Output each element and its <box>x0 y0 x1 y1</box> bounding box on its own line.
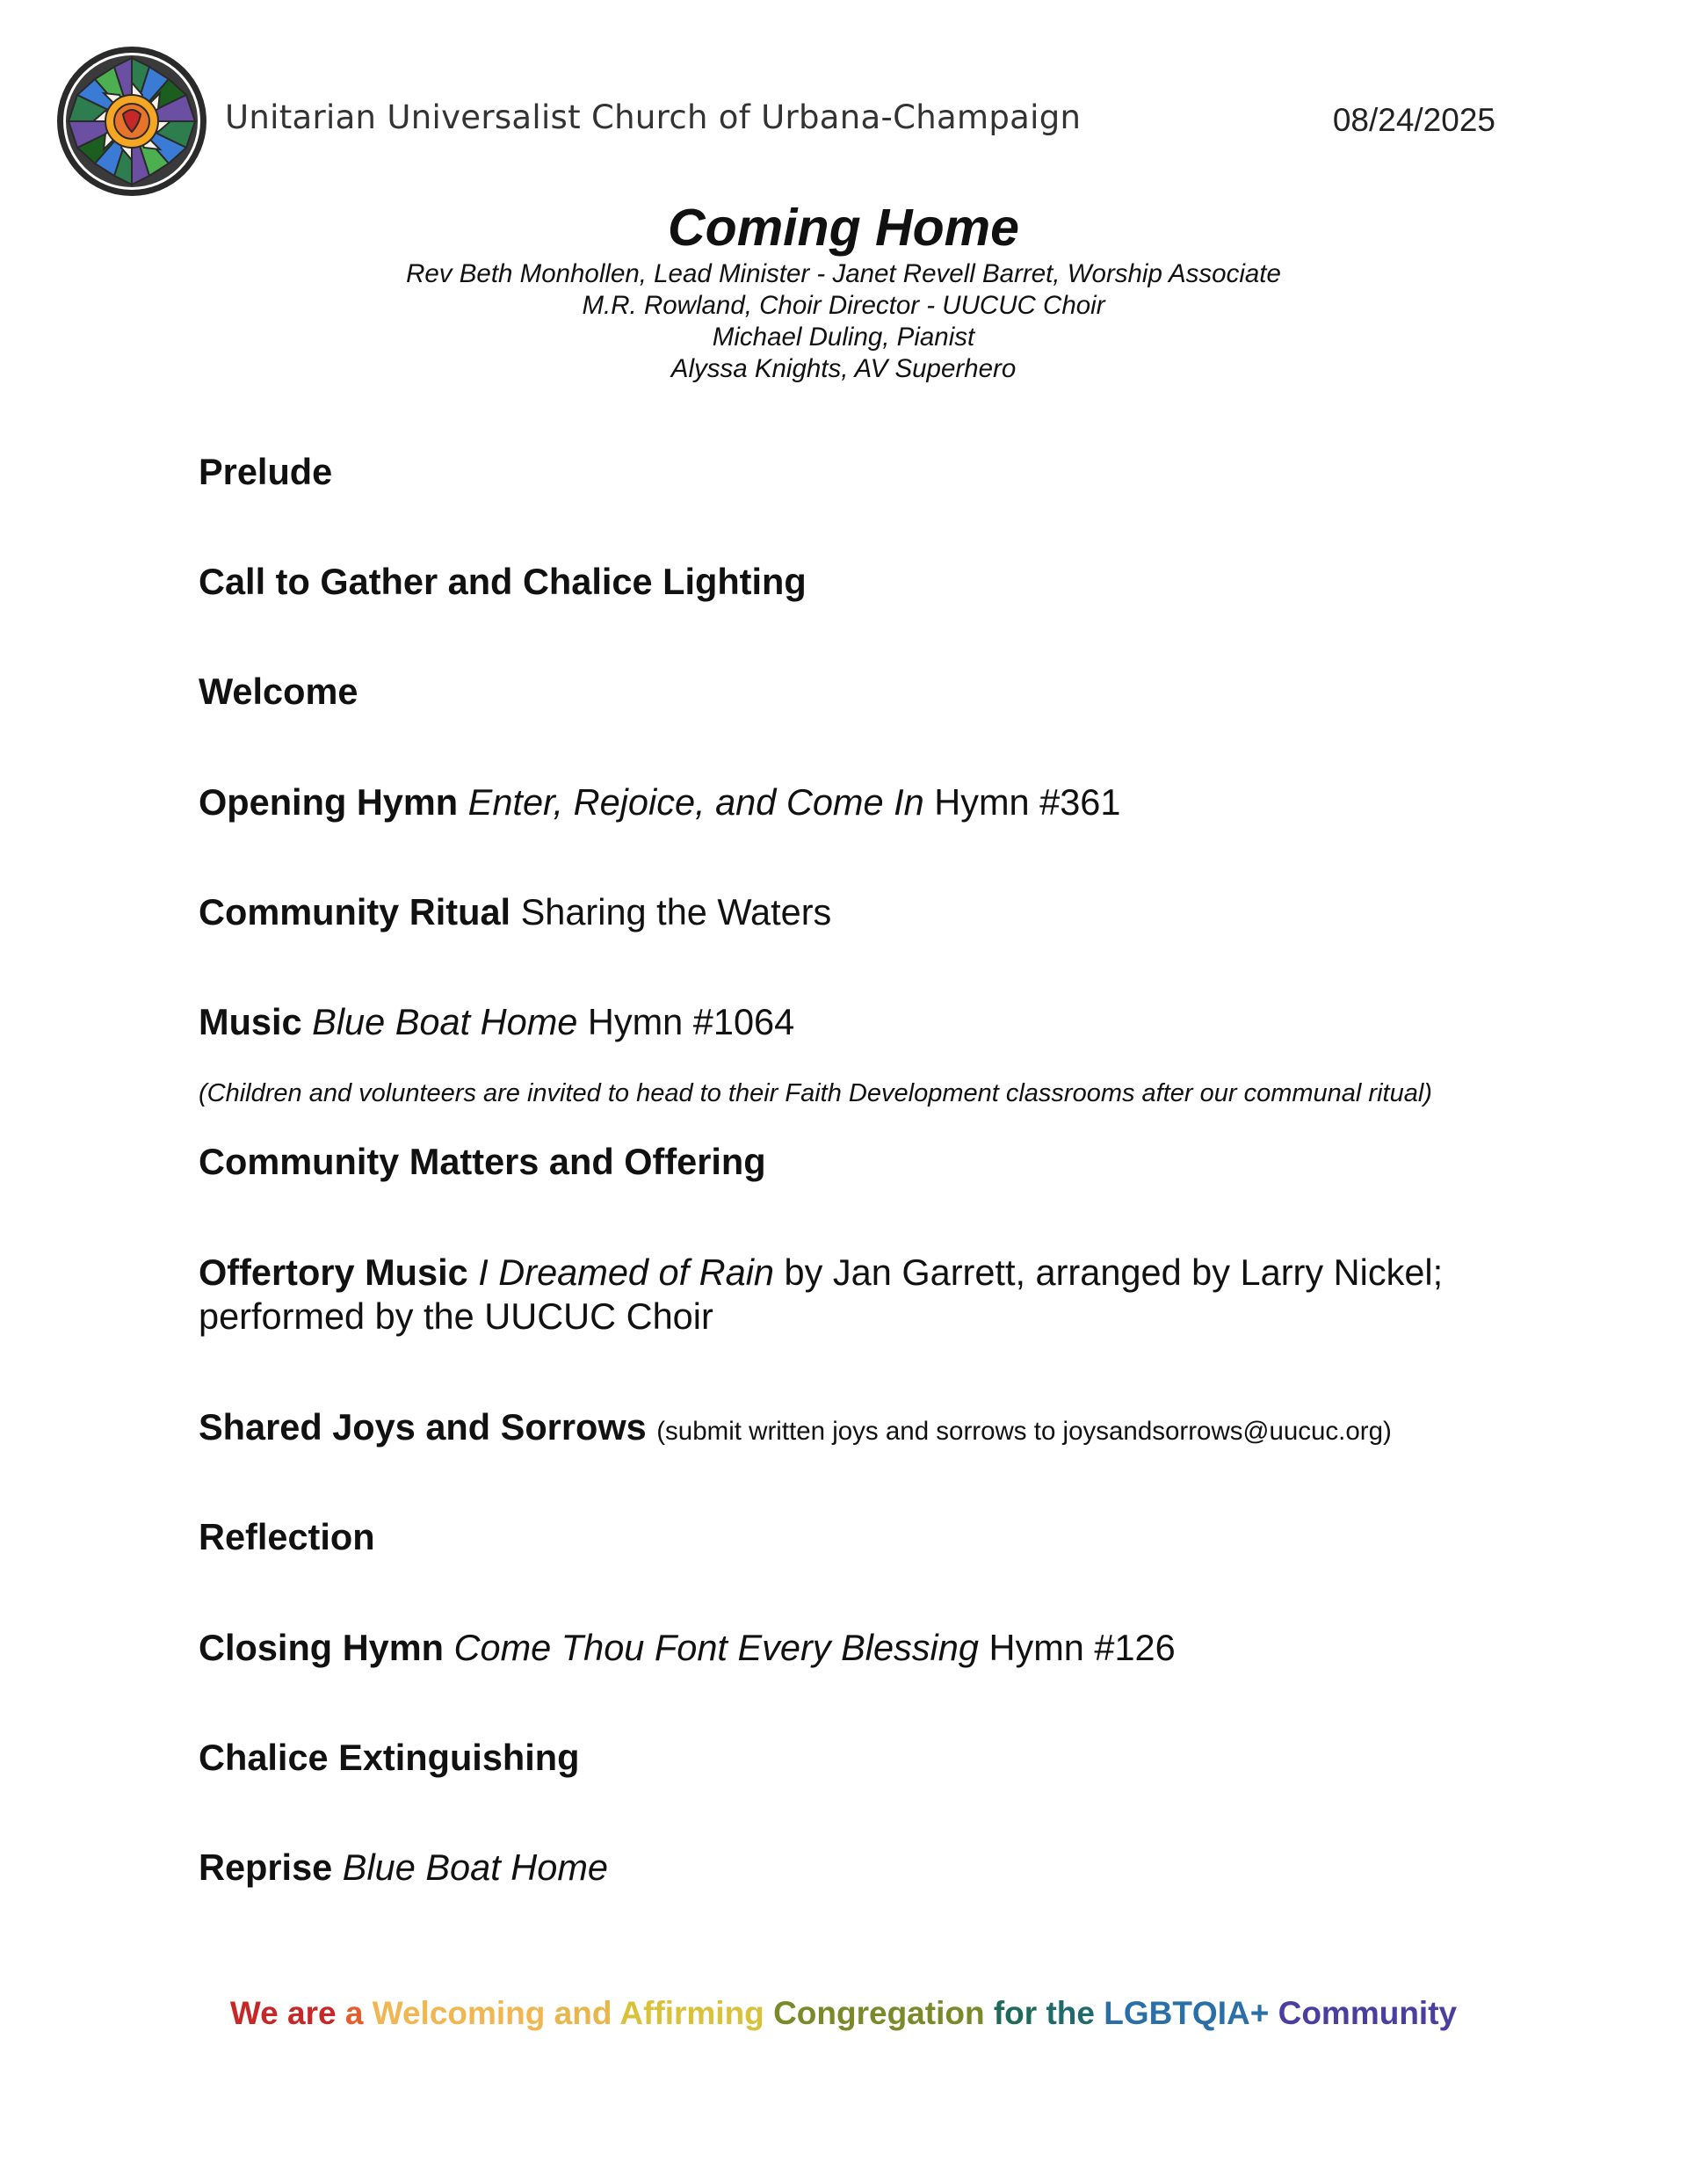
children-note: (Children and volunteers are invited to head to their Faith Development classrooms after our communal ritual) <box>199 1079 1432 1107</box>
tagline-word: Welcoming <box>372 1995 546 2031</box>
welcoming-congregation-tagline <box>0 1995 1687 2032</box>
church-name: Unitarian Universalist Church of Urbana-Champaign <box>225 98 1082 136</box>
program-item-call-to-gather <box>199 560 1499 604</box>
tagline-word: LGBTQIA+ <box>1104 1995 1270 2031</box>
program-item-chalice-extinguishing <box>199 1736 1499 1780</box>
item-label: Offertory Music <box>199 1252 468 1293</box>
tagline-word: are <box>287 1995 337 2031</box>
item-label: Chalice Extinguishing <box>199 1737 580 1778</box>
item-detail: by Jan Garrett, arranged by Larry Nickel; performed by the UUCUC Choir <box>199 1252 1444 1337</box>
program-item-opening-hymn <box>199 780 1499 824</box>
program-item-music <box>199 1000 1499 1044</box>
hymn-title: Come Thou Font Every Blessing <box>453 1627 979 1668</box>
item-label: Shared Joys and Sorrows <box>199 1406 647 1448</box>
item-label: Reflection <box>199 1516 375 1557</box>
item-label: Welcome <box>199 671 358 712</box>
program-item-reflection <box>199 1515 1499 1559</box>
item-detail: Sharing the Waters <box>520 891 832 932</box>
item-label: Reprise <box>199 1847 333 1888</box>
service-title: Coming Home <box>668 199 1019 257</box>
program-item-welcome <box>199 670 1499 714</box>
item-label: Prelude <box>199 451 333 492</box>
program-item-community-matters <box>199 1140 1499 1184</box>
service-title-block <box>0 197 1687 385</box>
tagline-word: for <box>993 1995 1038 2031</box>
credit-line: Rev Beth Monhollen, Lead Minister - Janet Revell Barret, Worship Associate <box>406 259 1281 288</box>
tagline-word: Congregation <box>773 1995 985 2031</box>
item-label: Call to Gather and Chalice Lighting <box>199 561 807 602</box>
program-item-community-ritual <box>199 890 1499 934</box>
tagline-word: Community <box>1278 1995 1458 2031</box>
tagline-word: a <box>344 1995 364 2031</box>
hymn-title: Enter, Rejoice, and Come In <box>467 781 924 823</box>
tagline-word: We <box>229 1995 279 2031</box>
program-item-prelude <box>199 450 1499 494</box>
program-item-closing-hymn <box>199 1626 1499 1670</box>
song-title: Blue Boat Home <box>342 1847 608 1888</box>
program-item-offertory <box>199 1251 1499 1339</box>
item-label: Opening Hymn <box>199 781 459 823</box>
bulletin-header <box>54 44 1495 200</box>
song-title: I Dreamed of Rain <box>478 1252 774 1293</box>
tagline-word: the <box>1046 1995 1095 2031</box>
credit-line: M.R. Rowland, Choir Director - UUCUC Choir <box>582 291 1105 320</box>
credit-line: Michael Duling, Pianist <box>712 323 975 352</box>
service-date: 08/24/2025 <box>1332 102 1495 138</box>
tagline-word: and <box>554 1995 612 2031</box>
tagline-word: Affirming <box>619 1995 764 2031</box>
hymn-number: Hymn #1064 <box>587 1001 795 1042</box>
item-label: Music <box>199 1001 302 1042</box>
chalice-rose-window-icon <box>54 44 209 199</box>
program-item-reprise <box>199 1846 1499 1890</box>
item-label: Community Ritual <box>199 891 511 932</box>
credit-line: Alyssa Knights, AV Superhero <box>670 354 1017 383</box>
hymn-number: Hymn #361 <box>934 781 1121 823</box>
program-item-joys-sorrows <box>199 1405 1499 1454</box>
item-note: (submit written joys and sorrows to joysandsorrows@uucuc.org) <box>656 1417 1392 1446</box>
item-label: Closing Hymn <box>199 1627 444 1668</box>
item-label: Community Matters and Offering <box>199 1141 766 1182</box>
hymn-title: Blue Boat Home <box>312 1001 578 1042</box>
hymn-number: Hymn #126 <box>988 1627 1176 1668</box>
